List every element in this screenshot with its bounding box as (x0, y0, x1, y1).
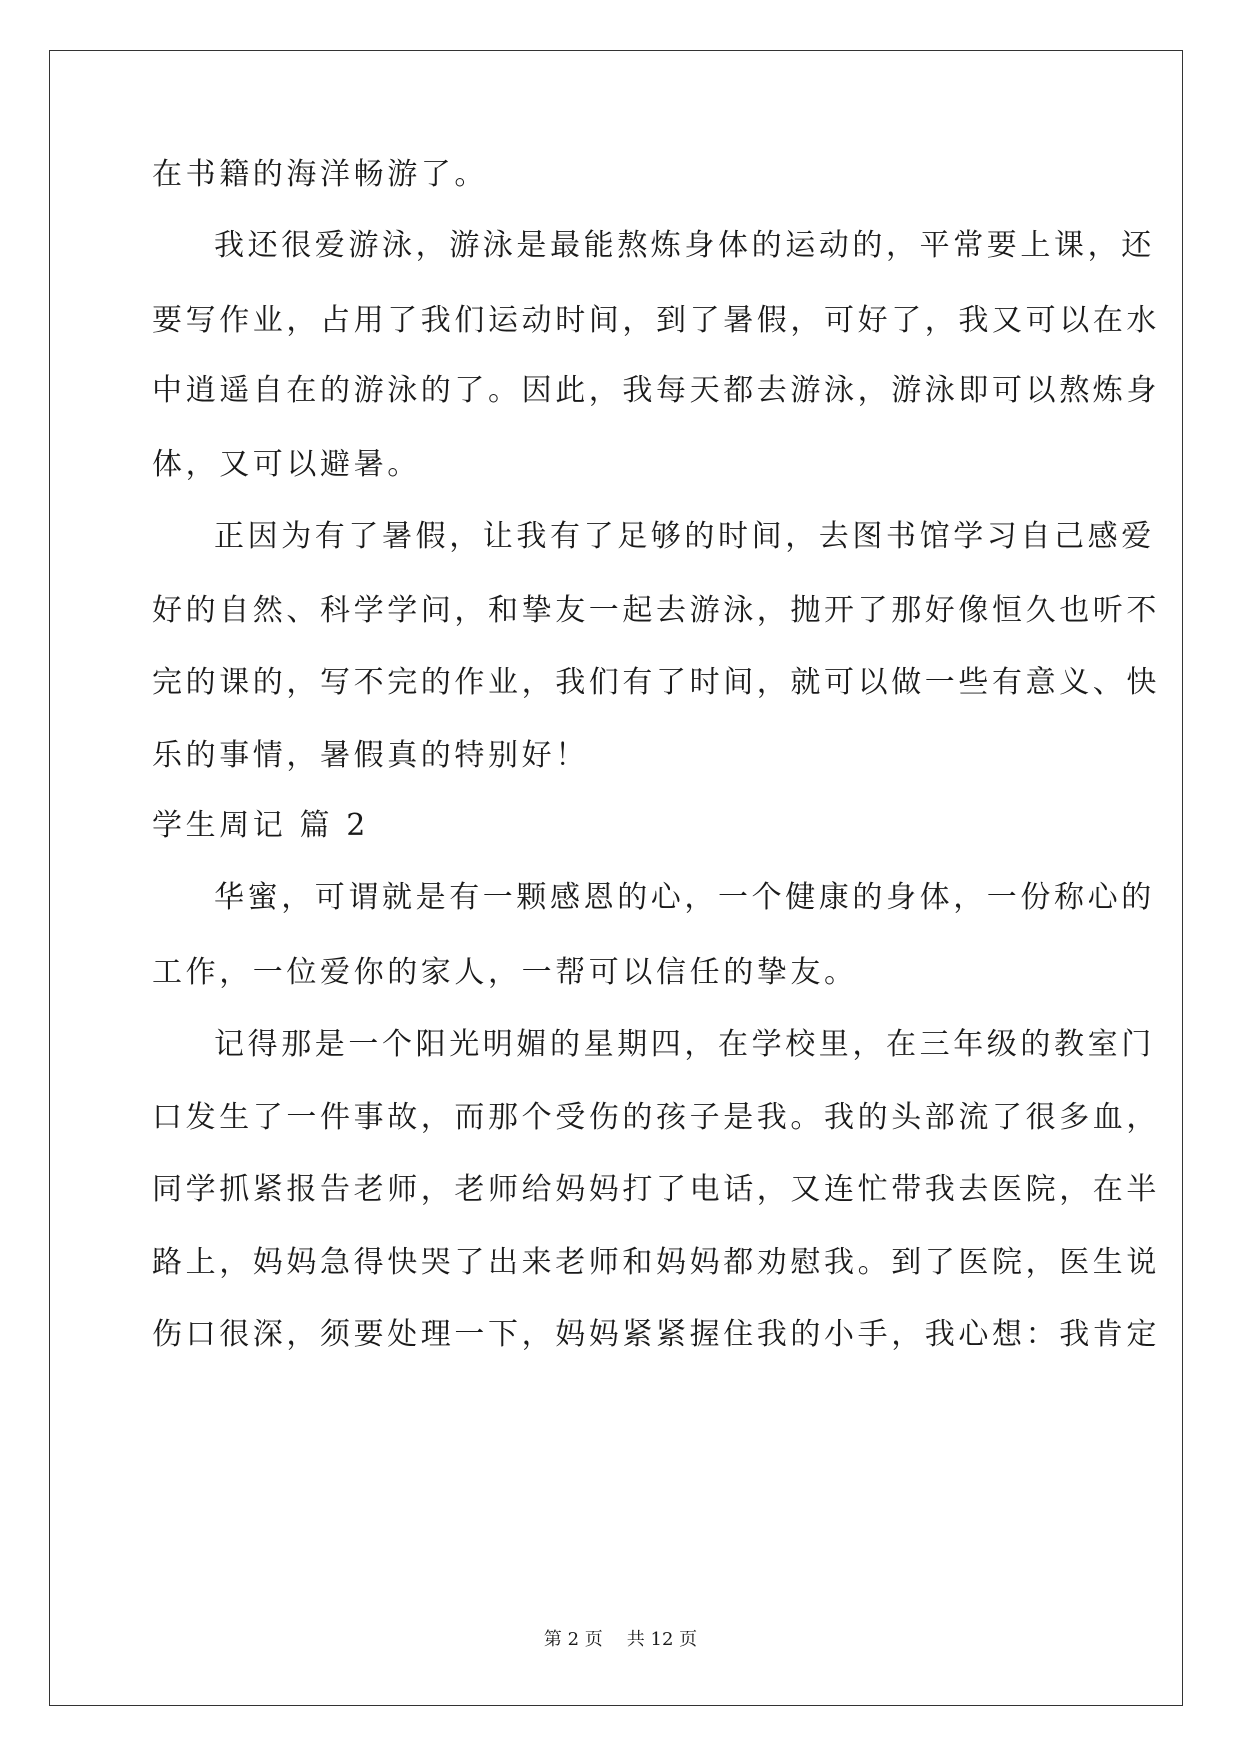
page-total: 共 12 页 (626, 1629, 698, 1650)
text-line: 完的课的，写不完的作业，我们有了时间，就可以做一些有意义、快 (152, 665, 1160, 700)
text-line: 同学抓紧报告老师，老师给妈妈打了电话，又连忙带我去医院，在半 (152, 1172, 1160, 1207)
page-number: 第 2 页 (543, 1629, 603, 1650)
text-line: 路上，妈妈急得快哭了出来老师和妈妈都劝慰我。到了医院，医生说 (152, 1245, 1160, 1280)
paragraph-first-line: 正因为有了暑假，让我有了足够的时间，去图书馆学习自己感爱 (214, 519, 1155, 554)
text-line: 工作，一位爱你的家人，一帮可以信任的挚友。 (152, 955, 858, 990)
page-border (49, 50, 1183, 1706)
text-line: 要写作业，占用了我们运动时间，到了暑假，可好了，我又可以在水 (152, 303, 1160, 338)
text-line: 伤口很深，须要处理一下，妈妈紧紧握住我的小手，我心想：我肯定 (152, 1317, 1160, 1352)
page-footer (0, 1628, 1241, 1652)
text-line: 乐的事情，暑假真的特别好！ (152, 738, 589, 773)
text-line: 在书籍的海洋畅游了。 (152, 157, 488, 192)
text-line: 口发生了一件事故，而那个受伤的孩子是我。我的头部流了很多血， (152, 1100, 1160, 1135)
text-line: 中逍遥自在的游泳的了。因此，我每天都去游泳，游泳即可以熬炼身 (152, 373, 1160, 408)
text-line: 体，又可以避暑。 (152, 447, 421, 482)
paragraph-first-line: 华蜜，可谓就是有一颗感恩的心，一个健康的身体，一份称心的 (214, 880, 1155, 915)
paragraph-first-line: 我还很爱游泳，游泳是最能熬炼身体的运动的，平常要上课，还 (214, 228, 1155, 263)
paragraph-first-line: 记得那是一个阳光明媚的星期四，在学校里，在三年级的教室门 (214, 1027, 1155, 1062)
text-line: 好的自然、科学学问，和挚友一起去游泳，抛开了那好像恒久也听不 (152, 593, 1160, 628)
section-heading: 学生周记 篇 2 (152, 808, 369, 843)
